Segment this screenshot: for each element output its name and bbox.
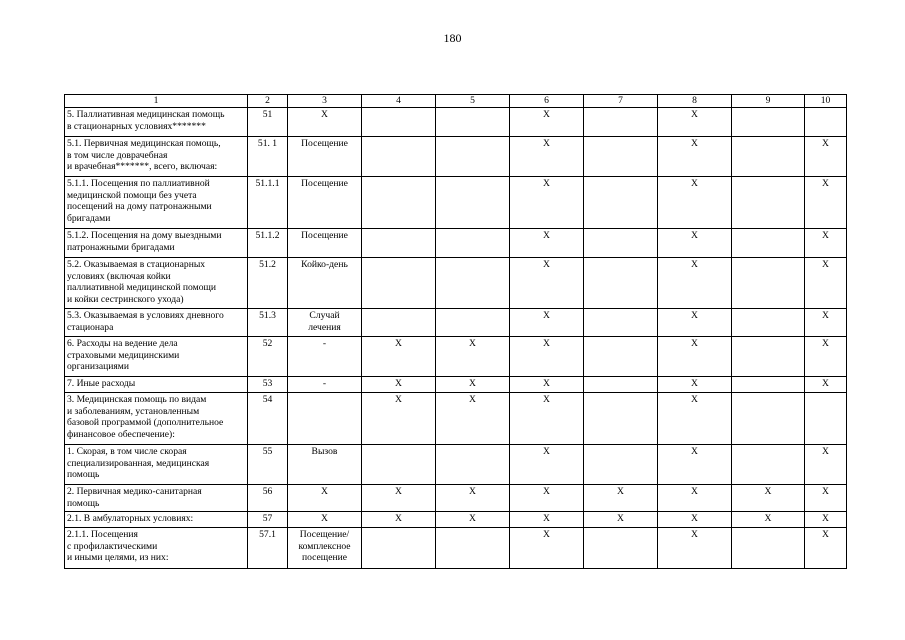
column-header: 8 bbox=[658, 95, 732, 108]
table-cell: X bbox=[658, 337, 732, 377]
column-header: 5 bbox=[436, 95, 510, 108]
unit-cell: Случай лечения bbox=[288, 309, 362, 337]
row-label: 6. Расходы на ведение дела страховыми медицинскими организациями bbox=[65, 337, 248, 377]
row-code: 51 bbox=[248, 108, 288, 137]
table-cell bbox=[584, 445, 658, 485]
row-code: 52 bbox=[248, 337, 288, 377]
table-cell: X bbox=[584, 485, 658, 512]
row-label: 2.1. В амбулаторных условиях: bbox=[65, 512, 248, 528]
unit-cell: Вызов bbox=[288, 445, 362, 485]
table-row bbox=[65, 485, 847, 512]
table-cell: X bbox=[584, 512, 658, 528]
table-cell: X bbox=[805, 485, 847, 512]
row-label: 5.3. Оказываемая в условиях дневного стационара bbox=[65, 309, 248, 337]
table-cell: X bbox=[805, 377, 847, 393]
table-cell bbox=[436, 137, 510, 177]
table-cell: X bbox=[436, 485, 510, 512]
table-cell bbox=[584, 528, 658, 569]
table-cell bbox=[362, 108, 436, 137]
row-code: 51.1.1 bbox=[248, 177, 288, 229]
table-cell: X bbox=[510, 485, 584, 512]
table-cell: X bbox=[436, 337, 510, 377]
table-cell bbox=[436, 108, 510, 137]
table-cell bbox=[805, 108, 847, 137]
table-row bbox=[65, 393, 847, 445]
table-cell bbox=[584, 177, 658, 229]
row-code: 53 bbox=[248, 377, 288, 393]
table-row bbox=[65, 512, 847, 528]
table-cell bbox=[584, 337, 658, 377]
table-cell bbox=[732, 229, 805, 258]
table-cell: X bbox=[436, 393, 510, 445]
row-code: 56 bbox=[248, 485, 288, 512]
column-header: 9 bbox=[732, 95, 805, 108]
table-cell: X bbox=[805, 177, 847, 229]
table-cell: X bbox=[436, 377, 510, 393]
table-cell: X bbox=[510, 177, 584, 229]
column-header: 2 bbox=[248, 95, 288, 108]
table-cell: X bbox=[510, 137, 584, 177]
table-cell: X bbox=[805, 137, 847, 177]
row-label: 7. Иные расходы bbox=[65, 377, 248, 393]
page-number: 180 bbox=[443, 31, 462, 45]
table-cell: X bbox=[510, 258, 584, 309]
table-cell: X bbox=[658, 528, 732, 569]
table-cell: X bbox=[805, 258, 847, 309]
table-cell bbox=[732, 108, 805, 137]
table-cell bbox=[732, 377, 805, 393]
table-cell bbox=[584, 229, 658, 258]
table-header-row bbox=[65, 95, 847, 108]
row-code: 51. 1 bbox=[248, 137, 288, 177]
table-row bbox=[65, 528, 847, 569]
table-cell: X bbox=[658, 108, 732, 137]
row-code: 57 bbox=[248, 512, 288, 528]
unit-cell: - bbox=[288, 377, 362, 393]
table-cell bbox=[436, 229, 510, 258]
table-cell: X bbox=[805, 528, 847, 569]
table-cell: X bbox=[805, 229, 847, 258]
table-cell bbox=[362, 229, 436, 258]
data-table bbox=[64, 94, 847, 569]
table-cell: X bbox=[658, 377, 732, 393]
table-cell: X bbox=[658, 309, 732, 337]
unit-cell: X bbox=[288, 485, 362, 512]
table-cell: X bbox=[658, 137, 732, 177]
unit-cell: X bbox=[288, 108, 362, 137]
table-cell bbox=[805, 393, 847, 445]
table-cell: X bbox=[510, 309, 584, 337]
table-row bbox=[65, 229, 847, 258]
table-cell: X bbox=[658, 177, 732, 229]
table-cell bbox=[732, 528, 805, 569]
table-cell bbox=[584, 393, 658, 445]
row-code: 51.3 bbox=[248, 309, 288, 337]
table-cell bbox=[362, 177, 436, 229]
table-cell bbox=[732, 137, 805, 177]
row-code: 57.1 bbox=[248, 528, 288, 569]
table-cell: X bbox=[510, 229, 584, 258]
row-label: 5.1.1. Посещения по паллиативной медицинской помощи без учета посещений на дому патронажными бригадами bbox=[65, 177, 248, 229]
row-label: 5.1.2. Посещения на дому выездными патронажными бригадами bbox=[65, 229, 248, 258]
row-label: 5.1. Первичная медицинская помощь, в том числе доврачебная и врачебная*******, всего, включая: bbox=[65, 137, 248, 177]
table-cell bbox=[436, 445, 510, 485]
table-row bbox=[65, 177, 847, 229]
row-label: 1. Скорая, в том числе скорая специализированная, медицинская помощь bbox=[65, 445, 248, 485]
unit-cell: Койко-день bbox=[288, 258, 362, 309]
column-header: 1 bbox=[65, 95, 248, 108]
table-cell: X bbox=[805, 512, 847, 528]
table-cell: X bbox=[510, 377, 584, 393]
table-cell bbox=[732, 177, 805, 229]
table-cell: X bbox=[510, 528, 584, 569]
table-cell bbox=[732, 337, 805, 377]
table-cell: X bbox=[362, 337, 436, 377]
table-cell: X bbox=[805, 337, 847, 377]
table-cell: X bbox=[510, 512, 584, 528]
table-cell bbox=[436, 177, 510, 229]
table-cell: X bbox=[510, 445, 584, 485]
table-cell bbox=[584, 137, 658, 177]
unit-cell: X bbox=[288, 512, 362, 528]
unit-cell bbox=[288, 393, 362, 445]
column-header: 7 bbox=[584, 95, 658, 108]
unit-cell: - bbox=[288, 337, 362, 377]
unit-cell: Посещение bbox=[288, 137, 362, 177]
table-row bbox=[65, 309, 847, 337]
row-code: 55 bbox=[248, 445, 288, 485]
table-cell bbox=[362, 137, 436, 177]
table-cell: X bbox=[510, 393, 584, 445]
table-row bbox=[65, 137, 847, 177]
table-cell bbox=[732, 258, 805, 309]
row-code: 51.1.2 bbox=[248, 229, 288, 258]
table-cell: X bbox=[658, 393, 732, 445]
table-cell: X bbox=[362, 393, 436, 445]
table-row bbox=[65, 337, 847, 377]
table-row bbox=[65, 377, 847, 393]
row-label: 5. Паллиативная медицинская помощь в стационарных условиях******* bbox=[65, 108, 248, 137]
table-cell: X bbox=[805, 445, 847, 485]
row-code: 51.2 bbox=[248, 258, 288, 309]
table-cell bbox=[362, 258, 436, 309]
column-header: 3 bbox=[288, 95, 362, 108]
row-label: 2. Первичная медико-санитарная помощь bbox=[65, 485, 248, 512]
table-cell bbox=[436, 309, 510, 337]
table-cell: X bbox=[658, 258, 732, 309]
column-header: 10 bbox=[805, 95, 847, 108]
table-cell: X bbox=[362, 377, 436, 393]
table-cell: X bbox=[732, 485, 805, 512]
table-cell bbox=[436, 258, 510, 309]
table-cell: X bbox=[362, 512, 436, 528]
table-cell: X bbox=[436, 512, 510, 528]
table-cell bbox=[584, 258, 658, 309]
table-cell: X bbox=[732, 512, 805, 528]
table-cell: X bbox=[658, 445, 732, 485]
table-cell bbox=[584, 377, 658, 393]
row-label: 5.2. Оказываемая в стационарных условиях (включая койки паллиативной медицинской помощи и койки сестринского ухода) bbox=[65, 258, 248, 309]
unit-cell: Посещение bbox=[288, 229, 362, 258]
table-cell bbox=[362, 528, 436, 569]
row-label: 3. Медицинская помощь по видам и заболеваниям, установленным базовой программой (дополнительное финансовое обеспечение): bbox=[65, 393, 248, 445]
table-cell: X bbox=[658, 512, 732, 528]
table-cell: X bbox=[510, 108, 584, 137]
unit-cell: Посещение/ комплексное посещение bbox=[288, 528, 362, 569]
table-cell: X bbox=[362, 485, 436, 512]
table-row bbox=[65, 108, 847, 137]
table-cell: X bbox=[805, 309, 847, 337]
table-cell bbox=[584, 108, 658, 137]
table-cell bbox=[362, 445, 436, 485]
unit-cell: Посещение bbox=[288, 177, 362, 229]
row-code: 54 bbox=[248, 393, 288, 445]
table-cell: X bbox=[658, 485, 732, 512]
table-row bbox=[65, 258, 847, 309]
column-header: 6 bbox=[510, 95, 584, 108]
table-cell bbox=[732, 393, 805, 445]
table-cell bbox=[732, 445, 805, 485]
table-cell bbox=[732, 309, 805, 337]
table-cell: X bbox=[510, 337, 584, 377]
table-row bbox=[65, 445, 847, 485]
table-cell bbox=[362, 309, 436, 337]
table-cell bbox=[584, 309, 658, 337]
row-label: 2.1.1. Посещения с профилактическими и иными целями, из них: bbox=[65, 528, 248, 569]
column-header: 4 bbox=[362, 95, 436, 108]
table-cell: X bbox=[658, 229, 732, 258]
table-cell bbox=[436, 528, 510, 569]
